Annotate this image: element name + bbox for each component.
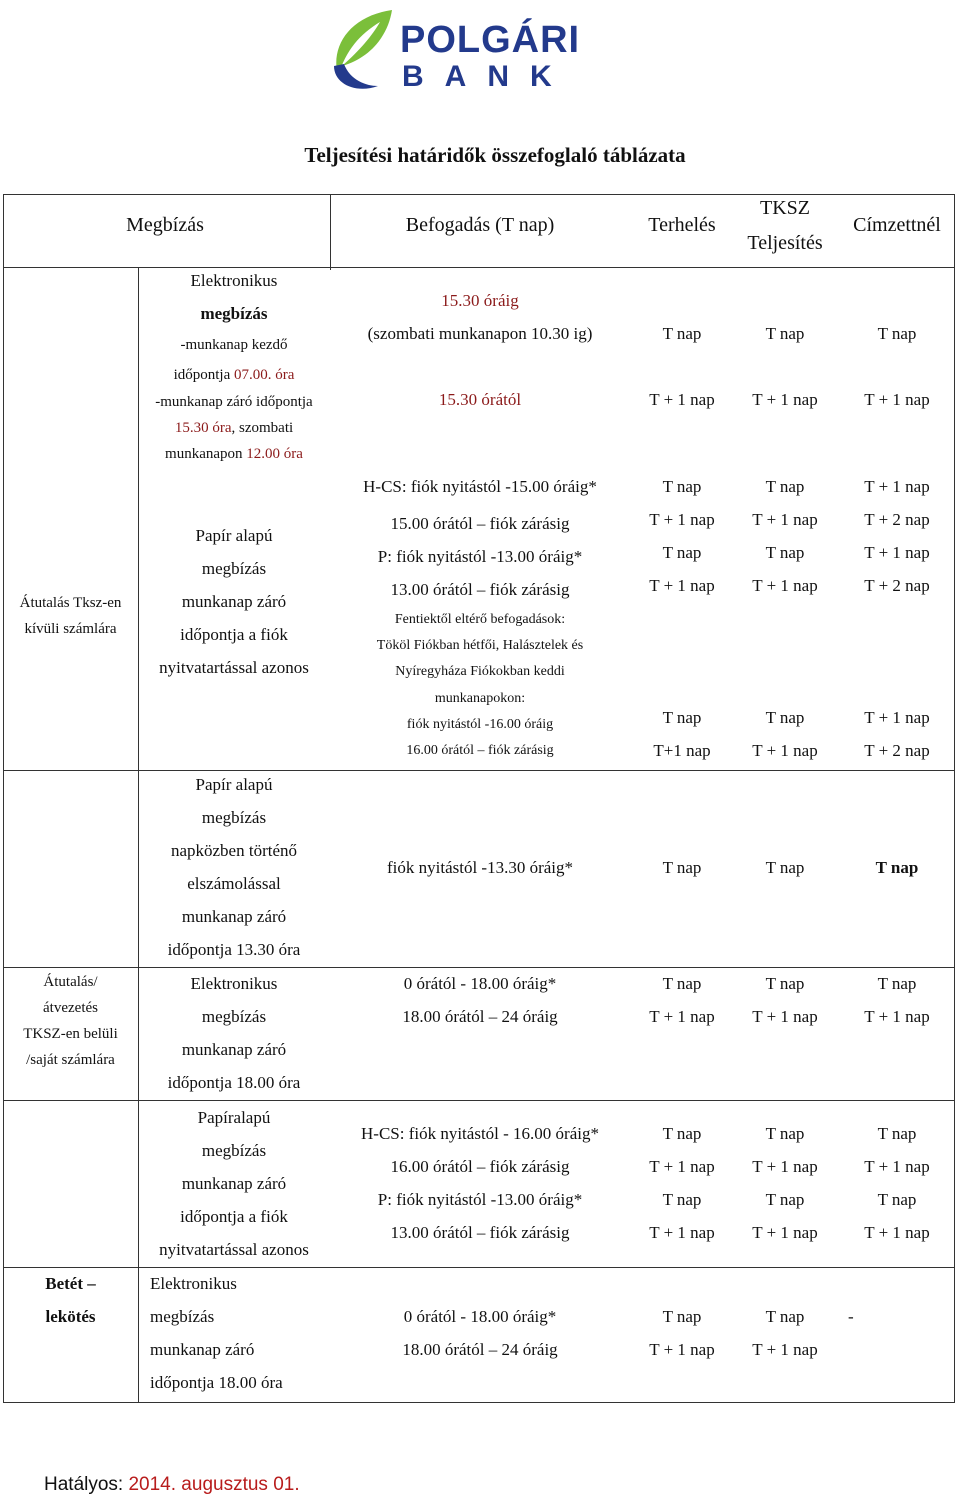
tksz-day: T nap (765, 708, 805, 727)
order-note: -munkanap kezdő (180, 337, 288, 353)
debit-day: T + 1 nap (649, 1157, 715, 1176)
header-teljesites: Teljesítés (747, 232, 823, 254)
recipient-day: T + 1 nap (864, 1007, 930, 1026)
acceptance-time: 18.00 órától – 24 óráig (402, 1340, 558, 1359)
logo-subtitle: BANK (402, 60, 573, 93)
recipient-day: T nap (875, 858, 919, 877)
order-note: 15.30 óra, szombati (174, 420, 294, 436)
group-label: kívüli számlára (24, 621, 117, 637)
tksz-day: T + 1 nap (752, 741, 818, 760)
order-note: nyitvatartással azonos (159, 1240, 309, 1259)
acceptance-note: fiók nyitástól -16.00 óráig (406, 717, 554, 732)
debit-day: T + 1 nap (649, 1007, 715, 1026)
debit-day: T nap (662, 1124, 702, 1143)
order-note: munkanap záró (181, 592, 287, 611)
effective-date: Hatályos: 2014. augusztus 01. (44, 1474, 300, 1495)
order-type: megbízás (200, 304, 268, 323)
acceptance-note: Nyíregyháza Fiókokban keddi (395, 664, 565, 679)
group-label: Betét – (45, 1274, 96, 1293)
order-note: időpontja 13.30 óra (167, 940, 301, 959)
debit-day: T nap (662, 708, 702, 727)
debit-day: T + 1 nap (649, 510, 715, 529)
recipient-day: T nap (877, 324, 917, 343)
header-terheles: Terhelés (648, 214, 716, 236)
acceptance-time: H-CS: fiók nyitástól - 16.00 óráig* (361, 1124, 599, 1143)
header-col-divider (330, 194, 331, 270)
recipient-day: T + 1 nap (864, 543, 930, 562)
order-type: megbízás (150, 1307, 215, 1326)
order-note: munkanap záró (181, 1040, 287, 1059)
acceptance-time: P: fiók nyitástól -13.00 óráig* (377, 547, 583, 566)
order-type: megbízás (201, 808, 267, 827)
order-note: munkanap záró (181, 907, 287, 926)
header-tksz: TKSZ (760, 197, 810, 219)
debit-day: T + 1 nap (649, 390, 715, 409)
order-note: időpontja 07.00. óra (173, 367, 295, 383)
tksz-day: T + 1 nap (752, 1157, 818, 1176)
logo-wordmark: POLGÁRI (400, 19, 581, 61)
order-type: Elektronikus (190, 974, 278, 993)
col-divider (138, 267, 139, 1403)
tksz-day: T + 1 nap (752, 510, 818, 529)
debit-day: T nap (662, 1190, 702, 1209)
bank-logo (330, 6, 620, 94)
order-type: megbízás (201, 559, 267, 578)
recipient-day: T + 1 nap (864, 477, 930, 496)
header-cimzettnel: Címzettnél (853, 214, 941, 236)
acceptance-time: 13.00 órától – fiók zárásig (390, 1223, 570, 1242)
order-note: napközben történő (170, 841, 298, 860)
acceptance-time: H-CS: fiók nyitástól -15.00 óráig* (363, 477, 597, 496)
order-type: Elektronikus (150, 1274, 237, 1293)
tksz-day: T nap (765, 324, 805, 343)
group-label: Átutalás Tksz-en (19, 595, 122, 611)
order-type: Papíralapú (197, 1108, 271, 1127)
order-note: időpontja 18.00 óra (167, 1073, 301, 1092)
header-megbizas: Megbízás (126, 214, 204, 236)
acceptance-time: (szombati munkanapon 10.30 ig) (367, 324, 593, 343)
order-note: időpontja 18.00 óra (150, 1373, 283, 1392)
order-note: elszámolással (187, 874, 281, 893)
acceptance-time: P: fiók nyitástól -13.00 óráig* (377, 1190, 583, 1209)
acceptance-note: Tököl Fiókban hétfői, Halásztelek és (376, 638, 584, 653)
tksz-day: T nap (765, 1307, 805, 1326)
group-label: /saját számlára (26, 1052, 115, 1068)
tksz-day: T + 1 nap (752, 390, 818, 409)
recipient-day: T + 2 nap (864, 510, 930, 529)
group-label: átvezetés (43, 1000, 98, 1016)
debit-day: T nap (662, 1307, 702, 1326)
order-type: Papír alapú (195, 775, 273, 794)
acceptance-time: 18.00 órától – 24 óráig (402, 1007, 558, 1026)
acceptance-time: 16.00 órától – fiók zárásig (390, 1157, 570, 1176)
recipient-day: T + 2 nap (864, 741, 930, 760)
group-label: Átutalás/ (43, 974, 98, 990)
recipient-day: T + 1 nap (864, 1157, 930, 1176)
recipient-day: T + 1 nap (864, 390, 930, 409)
tksz-day: T nap (765, 974, 805, 993)
tksz-day: T + 1 nap (752, 576, 818, 595)
acceptance-time: 15.30 óráig (441, 291, 519, 310)
order-note: -munkanap záró időpontja (155, 394, 313, 410)
order-note: munkanapon 12.00 óra (165, 446, 303, 462)
debit-day: T + 1 nap (649, 1223, 715, 1242)
order-note: időpontja a fiók (180, 1207, 288, 1226)
tksz-day: T nap (765, 858, 805, 877)
group-label: TKSZ-en belüli (23, 1026, 118, 1042)
leaf-logo-icon (330, 6, 400, 94)
acceptance-note: munkanapokon: (434, 691, 526, 706)
acceptance-time: 0 órától - 18.00 óráig* (403, 1307, 557, 1326)
acceptance-time: 0 órától - 18.00 óráig* (403, 974, 557, 993)
order-note: munkanap záró (150, 1340, 255, 1359)
order-type: megbízás (201, 1141, 267, 1160)
debit-day: T nap (662, 858, 702, 877)
recipient-day: T + 2 nap (864, 576, 930, 595)
recipient-day: T + 1 nap (864, 1223, 930, 1242)
recipient-day: T nap (877, 1124, 917, 1143)
debit-day: T+1 nap (653, 741, 711, 760)
acceptance-time: 15.00 órától – fiók zárásig (390, 514, 570, 533)
debit-day: T nap (662, 974, 702, 993)
order-note: munkanap záró (181, 1174, 287, 1193)
tksz-day: T + 1 nap (752, 1007, 818, 1026)
tksz-day: T nap (765, 1124, 805, 1143)
acceptance-note: 16.00 órától – fiók zárásig (406, 743, 554, 758)
debit-day: T nap (662, 543, 702, 562)
tksz-day: T + 1 nap (752, 1223, 818, 1242)
order-type: Papír alapú (195, 526, 273, 545)
tksz-day: T + 1 nap (752, 1340, 818, 1359)
group-label: lekötés (45, 1307, 96, 1326)
acceptance-time: 13.00 órától – fiók zárásig (390, 580, 570, 599)
header-befogadas: Befogadás (T nap) (405, 214, 555, 236)
recipient-day: T nap (877, 974, 917, 993)
row-divider (3, 1267, 955, 1268)
acceptance-note: Fentiektől eltérő befogadások: (394, 612, 566, 627)
debit-day: T nap (662, 477, 702, 496)
acceptance-time: fiók nyitástól -13.30 óráig* (386, 858, 574, 877)
tksz-day: T nap (765, 1190, 805, 1209)
debit-day: T + 1 nap (649, 576, 715, 595)
debit-day: T nap (662, 324, 702, 343)
recipient-day: T nap (877, 1190, 917, 1209)
recipient-day: T + 1 nap (864, 708, 930, 727)
order-type: megbízás (201, 1007, 267, 1026)
recipient-day: - (848, 1307, 854, 1326)
order-type: Elektronikus (190, 271, 278, 290)
tksz-day: T nap (765, 543, 805, 562)
debit-day: T + 1 nap (649, 1340, 715, 1359)
page-title: Teljesítési határidők összefoglaló táblázata (304, 143, 686, 167)
order-note: nyitvatartással azonos (159, 658, 309, 677)
acceptance-time: 15.30 órától (438, 390, 522, 409)
order-note: időpontja a fiók (180, 625, 288, 644)
tksz-day: T nap (765, 477, 805, 496)
